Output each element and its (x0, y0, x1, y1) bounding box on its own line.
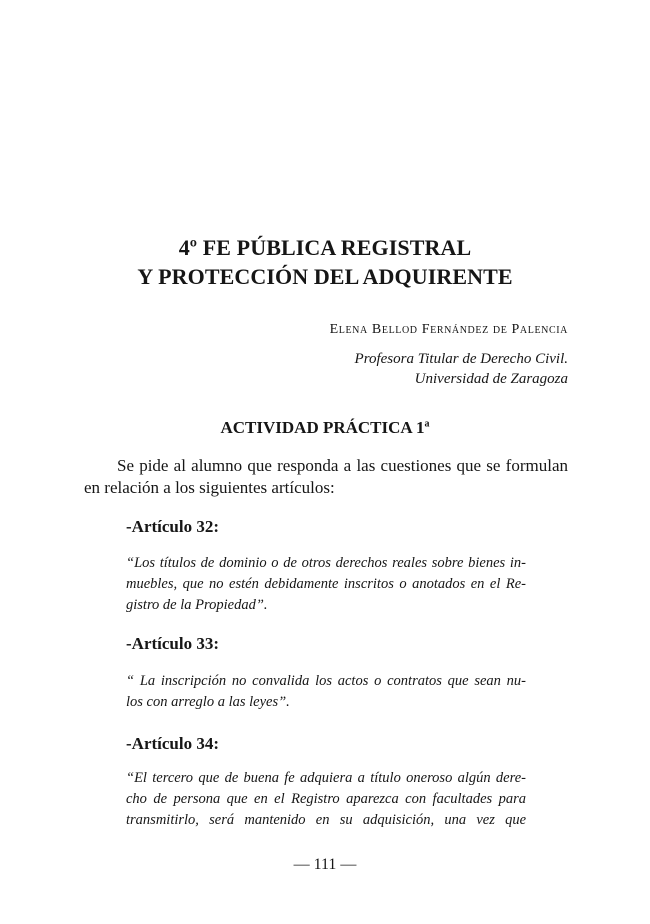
article-34-line-1: “El tercero que de buena fe adquiera a título oneroso algún dere- (126, 770, 526, 786)
article-34-text (126, 768, 526, 831)
article-32-heading: -Artículo 32: (126, 517, 220, 536)
article-34-heading: -Artículo 34: (126, 734, 220, 753)
article-33-line-1: “ La inscripción no convalida los actos o contratos que sean nu- (126, 673, 526, 689)
article-33-line-2: los con arreglo a las leyes”. (126, 694, 290, 710)
article-34-line-3: transmitirlo, será mantenido en su adquisición, una vez que (126, 812, 526, 828)
page-number: — 111 — (293, 856, 357, 873)
chapter-title-line-1: 4º FE PÚBLICA REGISTRAL (178, 235, 472, 260)
chapter-title (0, 233, 650, 291)
intro-line-2: en relación a los siguientes artículos: (84, 478, 335, 497)
article-32-line-2: muebles, que no estén debidamente inscritos o anotados en el Re- (126, 576, 526, 592)
section-title: ACTIVIDAD PRÁCTICA 1 (220, 418, 425, 437)
intro-paragraph (84, 455, 568, 499)
author-institution: Universidad de Zaragoza (414, 371, 568, 387)
author-name: Elena Bellod Fernández de Palencia (329, 322, 568, 337)
article-33-text (126, 671, 526, 713)
article-34-line-2: cho de persona que en el Registro aparezca con facultades para (126, 791, 526, 807)
intro-line-1: Se pide al alumno que responda a las cuestiones que se formulan (117, 456, 568, 475)
chapter-title-line-2: Y PROTECCIÓN DEL ADQUIRENTE (137, 264, 513, 289)
author-affiliation (355, 349, 568, 389)
article-33-heading: -Artículo 33: (126, 634, 220, 653)
section-ordinal: a (424, 418, 430, 430)
article-32-line-3: gistro de la Propiedad”. (126, 597, 268, 613)
section-heading (0, 418, 650, 438)
author-position: Profesora Titular de Derecho Civil. (354, 351, 568, 367)
article-32-text (126, 553, 526, 616)
article-32-line-1: “Los títulos de dominio o de otros derechos reales sobre bienes in- (126, 555, 526, 571)
